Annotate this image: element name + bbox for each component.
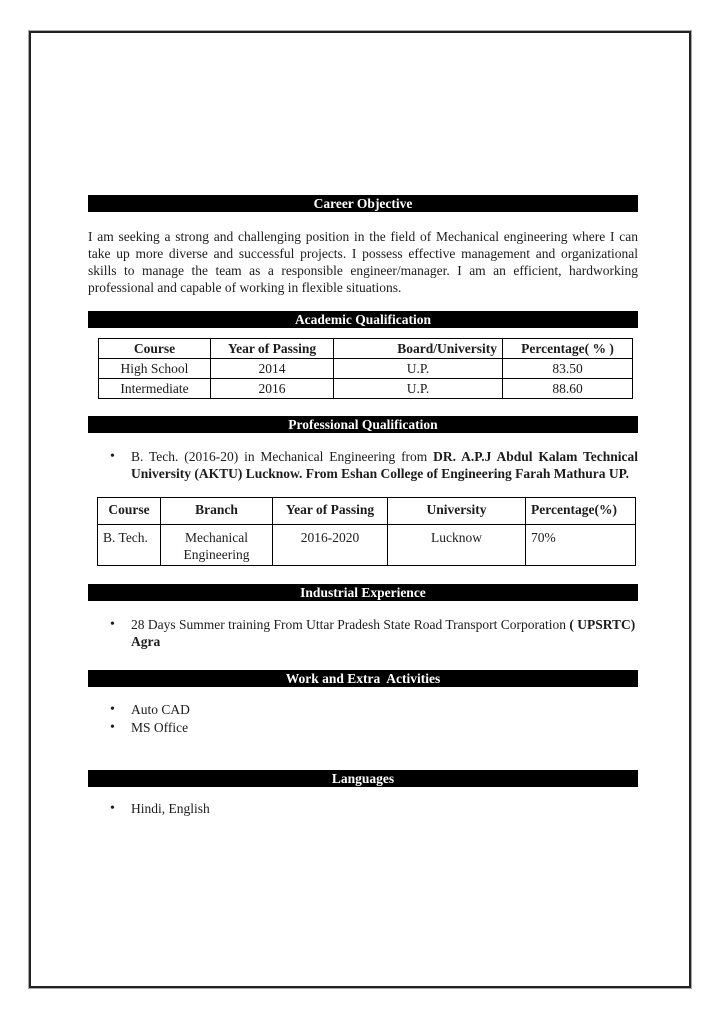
page-content bbox=[31, 33, 689, 817]
header-cell-percentage: Percentage( % ) bbox=[503, 339, 633, 359]
cell-course: High School bbox=[99, 359, 211, 379]
header-cell-course: Course bbox=[99, 339, 211, 359]
btech-text-regular: B. Tech. (2016-20) in Mechanical Engineering from bbox=[131, 449, 434, 464]
cell-year: 2016-2020 bbox=[273, 525, 388, 566]
header-cell-year: Year of Passing bbox=[211, 339, 334, 359]
section-bar-career-objective: Career Objective bbox=[88, 195, 638, 212]
section-bar-work-extra-activities: Work and Extra Activities bbox=[88, 670, 638, 687]
btech-text-bold: DR. A.P.J Abdul Kalam Technical University (AKTU) Lucknow. From Eshan College of Engineering Farah Mathura UP. bbox=[131, 449, 638, 481]
industrial-experience-bullet bbox=[88, 616, 638, 650]
professional-qualification-table bbox=[97, 497, 636, 566]
training-text-regular: 28 Days Summer training From Uttar Pradesh State Road Transport Corporation bbox=[131, 617, 570, 632]
section-bar-languages: Languages bbox=[88, 770, 638, 787]
header-cell-course: Course bbox=[98, 498, 161, 525]
career-objective-text: I am seeking a strong and challenging position in the field of Mechanical engineering where I can take up more diverse and successful projects. I possess effective management and organizational skills to manage the team as a responsible engineer/manager. I am an efficient, hardworking professional and capable of working in flexible situations. bbox=[88, 229, 638, 295]
academic-qualification-table bbox=[98, 338, 633, 399]
page-border-frame bbox=[29, 31, 691, 988]
cell-percentage: 83.50 bbox=[503, 359, 633, 379]
table-header-row bbox=[99, 339, 633, 359]
activities-list bbox=[88, 701, 638, 736]
header-cell-branch: Branch bbox=[161, 498, 273, 525]
activity-item-autocad: • Auto CAD bbox=[88, 701, 638, 718]
cell-university: Lucknow bbox=[388, 525, 526, 566]
table-row bbox=[98, 525, 636, 566]
table-row bbox=[99, 359, 633, 379]
header-cell-university: University bbox=[388, 498, 526, 525]
header-cell-year: Year of Passing bbox=[273, 498, 388, 525]
activity-item-msoffice: • MS Office bbox=[88, 719, 638, 736]
cell-percentage: 70% bbox=[526, 525, 636, 566]
professional-qualification-bullet bbox=[88, 448, 638, 482]
cell-percentage: 88.60 bbox=[503, 379, 633, 399]
language-item: • Hindi, English bbox=[88, 800, 638, 817]
section-bar-academic-qualification: Academic Qualification bbox=[88, 311, 638, 328]
languages-list bbox=[88, 800, 638, 817]
cell-year: 2014 bbox=[211, 359, 334, 379]
header-cell-percentage: Percentage(%) bbox=[526, 498, 636, 525]
section-bar-professional-qualification: Professional Qualification bbox=[88, 416, 638, 433]
table-header-row bbox=[98, 498, 636, 525]
cell-course: B. Tech. bbox=[98, 525, 161, 566]
section-bar-industrial-experience: Industrial Experience bbox=[88, 584, 638, 601]
cell-board: U.P. bbox=[334, 359, 503, 379]
table-row bbox=[99, 379, 633, 399]
cell-branch: Mechanical Engineering bbox=[161, 525, 273, 566]
training-text-bold: ( UPSRTC) Agra bbox=[131, 617, 636, 649]
cell-year: 2016 bbox=[211, 379, 334, 399]
cell-course: Intermediate bbox=[99, 379, 211, 399]
cell-board: U.P. bbox=[334, 379, 503, 399]
header-cell-board: Board/University bbox=[334, 339, 503, 359]
